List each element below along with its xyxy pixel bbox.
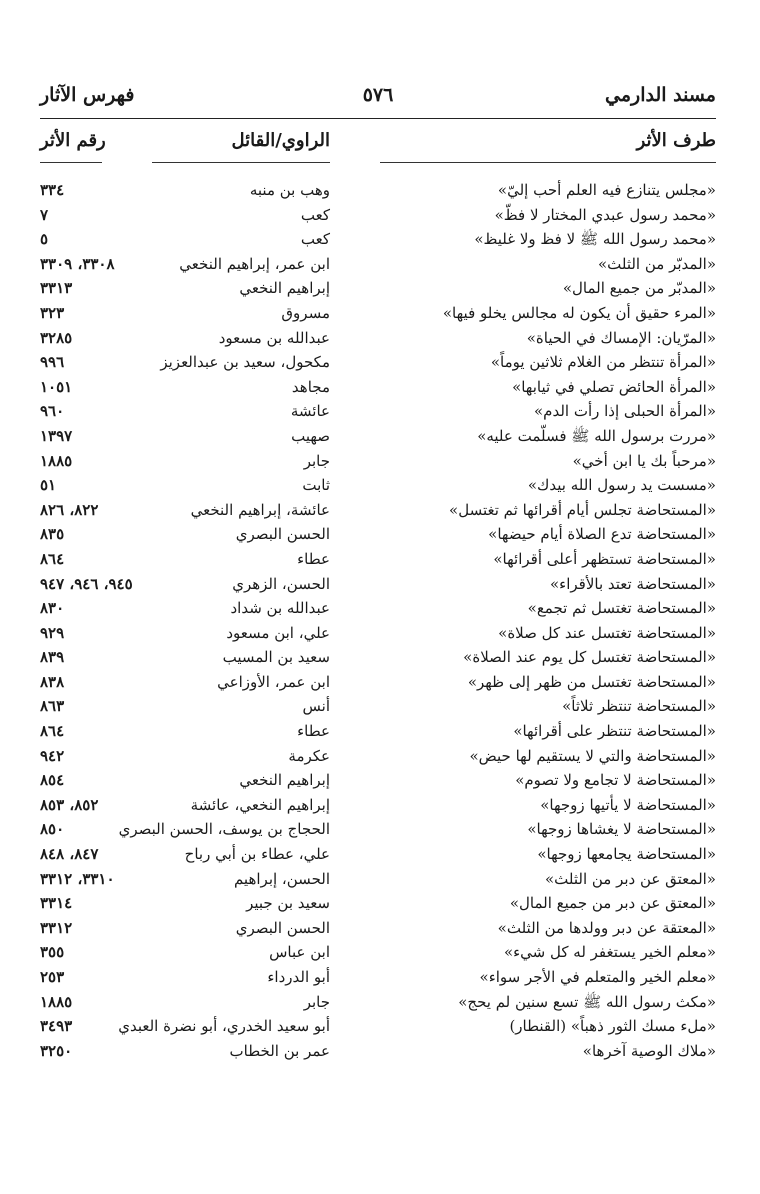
athar-narrator: كعب — [300, 205, 330, 224]
athar-incipit: «المستحاضة تنتظر ثلاثاً» — [562, 697, 716, 716]
athar-narrator: ابن عباس — [269, 943, 330, 962]
athar-narrator: الحسن البصري — [235, 918, 330, 937]
index-row — [40, 350, 716, 375]
index-row — [40, 301, 716, 326]
athar-incipit: «محمد رسول عبدي المختار لا فظّ» — [494, 205, 716, 224]
athar-narrator: إبراهيم النخعي — [239, 279, 330, 298]
athar-number: ٨٦٤ — [40, 722, 65, 741]
athar-narrator: إبراهيم النخعي، عائشة — [190, 795, 330, 814]
athar-incipit: «المستحاضة تنتظر على أقرائها» — [513, 722, 716, 741]
athar-number: ٣٥٥ — [40, 943, 65, 962]
column-header-raqm: رقم الأثر — [40, 130, 106, 151]
athar-incipit: «المستحاضة لا تجامع ولا تصوم» — [515, 771, 716, 790]
index-row — [40, 940, 716, 965]
athar-incipit: «المرأة الحبلى إذا رأت الدم» — [534, 402, 716, 421]
index-title: فهرس الآثار — [40, 84, 135, 106]
running-head — [40, 84, 716, 118]
index-row — [40, 793, 716, 818]
index-row — [40, 227, 716, 252]
index-row — [40, 326, 716, 351]
athar-number: ٣٣١٤ — [40, 894, 73, 913]
index-row — [40, 965, 716, 990]
athar-incipit: «محمد رسول الله ﷺ لا فظ ولا غليظ» — [474, 230, 716, 249]
athar-number: ٨٣٩ — [40, 648, 65, 667]
index-row — [40, 424, 716, 449]
index-row — [40, 203, 716, 228]
index-row — [40, 375, 716, 400]
athar-incipit: «مرحباً بك يا ابن أخي» — [572, 451, 716, 470]
athar-incipit: «المرأة تنتظر من الغلام ثلاثين يوماً» — [490, 353, 716, 372]
athar-number: ٣٤٩٣ — [40, 1017, 73, 1036]
athar-number: ٨٥٤ — [40, 771, 65, 790]
column-header-rawi: الراوي/القائل — [231, 130, 330, 151]
index-row — [40, 768, 716, 793]
index-row — [40, 990, 716, 1015]
athar-incipit: «المرء حقيق أن يكون له مجالس يخلو فيها» — [442, 303, 716, 322]
index-row — [40, 596, 716, 621]
athar-number: ٩٢٩ — [40, 623, 65, 642]
athar-narrator: أبو سعيد الخدري، أبو نضرة العبدي — [118, 1017, 330, 1036]
column-rule-raqm — [40, 162, 102, 163]
index-row — [40, 719, 716, 744]
athar-number: ٨٤٧، ٨٤٨ — [40, 845, 99, 864]
index-row — [40, 547, 716, 572]
athar-incipit: «مكث رسول الله ﷺ تسع سنين لم يحج» — [458, 992, 716, 1011]
column-rule-rawi — [152, 162, 330, 163]
athar-narrator: عبدالله بن مسعود — [218, 328, 330, 347]
athar-incipit: «المرّيان: الإمساك في الحياة» — [526, 328, 716, 347]
athar-number: ٧ — [40, 205, 49, 224]
page-number: ٥٧٦ — [362, 84, 394, 106]
athar-incipit: «المستحاضة تغتسل من ظهر إلى ظهر» — [467, 672, 716, 691]
athar-narrator: الحسن، إبراهيم — [233, 869, 330, 888]
index-row — [40, 178, 716, 203]
athar-number: ٨٣٥ — [40, 525, 65, 544]
athar-narrator: سعيد بن جبير — [246, 894, 330, 913]
athar-number: ٣٣١٠، ٣٣١٢ — [40, 869, 115, 888]
athar-number: ٨٥٢، ٨٥٣ — [40, 795, 99, 814]
header-rule — [40, 118, 716, 119]
athar-narrator: عائشة، إبراهيم النخعي — [190, 500, 330, 519]
athar-number: ٥١ — [40, 476, 57, 495]
index-row — [40, 252, 716, 277]
athar-narrator: سعيد بن المسيب — [222, 648, 330, 667]
athar-narrator: مكحول، سعيد بن عبدالعزيز — [160, 353, 330, 372]
index-row — [40, 744, 716, 769]
index-row — [40, 916, 716, 941]
athar-narrator: الحسن البصري — [235, 525, 330, 544]
index-row — [40, 842, 716, 867]
athar-narrator: إبراهيم النخعي — [239, 771, 330, 790]
index-row — [40, 694, 716, 719]
index-row — [40, 473, 716, 498]
index-row — [40, 1014, 716, 1039]
athar-narrator: عكرمة — [288, 746, 330, 765]
athar-number: ٣٢٣ — [40, 303, 65, 322]
athar-number: ٩٤٢ — [40, 746, 65, 765]
athar-number: ٢٥٣ — [40, 968, 65, 986]
athar-incipit: «المرأة الحائض تصلي في ثيابها» — [512, 377, 716, 396]
athar-incipit: «المستحاضة تغتسل ثم تجمع» — [527, 599, 716, 618]
column-header-tarf: طرف الأثر — [636, 130, 716, 151]
athar-number: ٨٣٠ — [40, 599, 65, 618]
athar-number: ١٨٨٥ — [40, 992, 73, 1011]
athar-incipit: «ملاك الوصية آخرها» — [582, 1041, 716, 1060]
index-row — [40, 522, 716, 547]
athar-narrator: عطاء — [297, 722, 330, 741]
athar-number: ١٨٨٥ — [40, 451, 73, 470]
athar-incipit: «المستحاضة تعتد بالأقراء» — [549, 574, 716, 593]
athar-incipit: «المعتق عن دبر من الثلث» — [544, 869, 716, 888]
athar-incipit: «معلم الخير يستغفر له كل شيء» — [503, 943, 716, 962]
athar-narrator: علي، ابن مسعود — [226, 623, 330, 642]
athar-narrator: ابن عمر، الأوزاعي — [217, 672, 330, 691]
athar-incipit: «المستحاضة يجامعها زوجها» — [537, 845, 716, 864]
athar-number: ٥ — [40, 230, 49, 249]
athar-number: ٣٣١٢ — [40, 918, 73, 937]
athar-narrator: الحسن، الزهري — [232, 574, 330, 593]
athar-incipit: «المستحاضة تجلس أيام أقرائها ثم تغتسل» — [449, 500, 716, 519]
athar-narrator: أنس — [302, 697, 330, 716]
athar-narrator: مجاهد — [291, 377, 330, 396]
athar-narrator: أبو الدرداء — [267, 968, 330, 986]
index-row — [40, 891, 716, 916]
athar-incipit: «معلم الخير والمتعلم في الأجر سواء» — [479, 968, 716, 986]
athar-narrator: مسروق — [281, 303, 330, 322]
index-rows — [40, 178, 716, 1063]
athar-narrator: صهيب — [291, 426, 330, 445]
index-row — [40, 449, 716, 474]
athar-number: ٨٦٣ — [40, 697, 65, 716]
athar-incipit: «المعتق عن دبر من جميع المال» — [509, 894, 716, 913]
athar-incipit: «المدبّر من الثلث» — [597, 254, 716, 273]
index-row — [40, 867, 716, 892]
athar-number: ٨٦٤ — [40, 549, 65, 568]
index-row — [40, 399, 716, 424]
athar-narrator: علي، عطاء بن أبي رباح — [184, 845, 330, 864]
athar-number: ٩٦٠ — [40, 402, 65, 421]
index-row — [40, 572, 716, 597]
column-rule-tarf — [380, 162, 716, 163]
athar-narrator: عمر بن الخطاب — [229, 1041, 330, 1060]
athar-number: ٣٢٨٥ — [40, 328, 73, 347]
athar-narrator: عطاء — [297, 549, 330, 568]
athar-number: ٨٥٠ — [40, 820, 65, 839]
athar-incipit: «المستحاضة تغتسل كل يوم عند الصلاة» — [463, 648, 716, 667]
athar-number: ٩٤٥، ٩٤٦، ٩٤٧ — [40, 574, 133, 593]
athar-narrator: جابر — [303, 451, 330, 470]
athar-incipit: «المستحاضة تستظهر أعلى أقرائها» — [493, 549, 716, 568]
column-headers — [40, 130, 716, 162]
athar-narrator: الحجاج بن يوسف، الحسن البصري — [118, 820, 330, 839]
athar-number: ٨٣٨ — [40, 672, 65, 691]
athar-number: ٣٣١٣ — [40, 279, 73, 298]
athar-incipit: «المعتقة عن دبر وولدها من الثلث» — [497, 918, 716, 937]
index-row — [40, 817, 716, 842]
athar-narrator: ثابت — [302, 476, 330, 495]
index-row — [40, 1039, 716, 1064]
athar-incipit: «المدبّر من جميع المال» — [562, 279, 716, 298]
athar-number: ٣٣٠٨، ٣٣٠٩ — [40, 254, 115, 273]
book-title: مسند الدارمي — [605, 84, 716, 106]
athar-incipit: «مجلس يتنازع فيه العلم أحب إليّ» — [497, 181, 716, 199]
athar-number: ٨٢٢، ٨٢٦ — [40, 500, 99, 519]
athar-narrator: كعب — [300, 230, 330, 249]
athar-number: ٣٣٤ — [40, 181, 65, 199]
athar-incipit: «المستحاضة والتي لا يستقيم لها حيض» — [469, 746, 716, 765]
athar-narrator: ابن عمر، إبراهيم النخعي — [179, 254, 330, 273]
athar-number: ٩٩٦ — [40, 353, 65, 372]
athar-incipit: «المستحاضة تدع الصلاة أيام حيضها» — [488, 525, 716, 544]
index-row — [40, 621, 716, 646]
athar-incipit: «المستحاضة لا يغشاها زوجها» — [527, 820, 716, 839]
athar-incipit: «مسست يد رسول الله بيدك» — [527, 476, 716, 495]
athar-narrator: عائشة — [290, 402, 330, 421]
athar-number: ١٠٥١ — [40, 377, 73, 396]
index-row — [40, 498, 716, 523]
index-row — [40, 670, 716, 695]
athar-narrator: جابر — [303, 992, 330, 1011]
athar-incipit: «المستحاضة لا يأتيها زوجها» — [540, 795, 716, 814]
athar-number: ١٣٩٧ — [40, 426, 73, 445]
index-row — [40, 645, 716, 670]
athar-narrator: وهب بن منبه — [249, 181, 330, 199]
athar-number: ٣٢٥٠ — [40, 1041, 73, 1060]
athar-incipit: «ملء مسك الثور ذهباً» (القنطار) — [509, 1017, 716, 1036]
index-row — [40, 276, 716, 301]
athar-incipit: «مررت برسول الله ﷺ فسلّمت عليه» — [477, 426, 716, 445]
athar-incipit: «المستحاضة تغتسل عند كل صلاة» — [498, 623, 716, 642]
athar-narrator: عبدالله بن شداد — [230, 599, 330, 618]
